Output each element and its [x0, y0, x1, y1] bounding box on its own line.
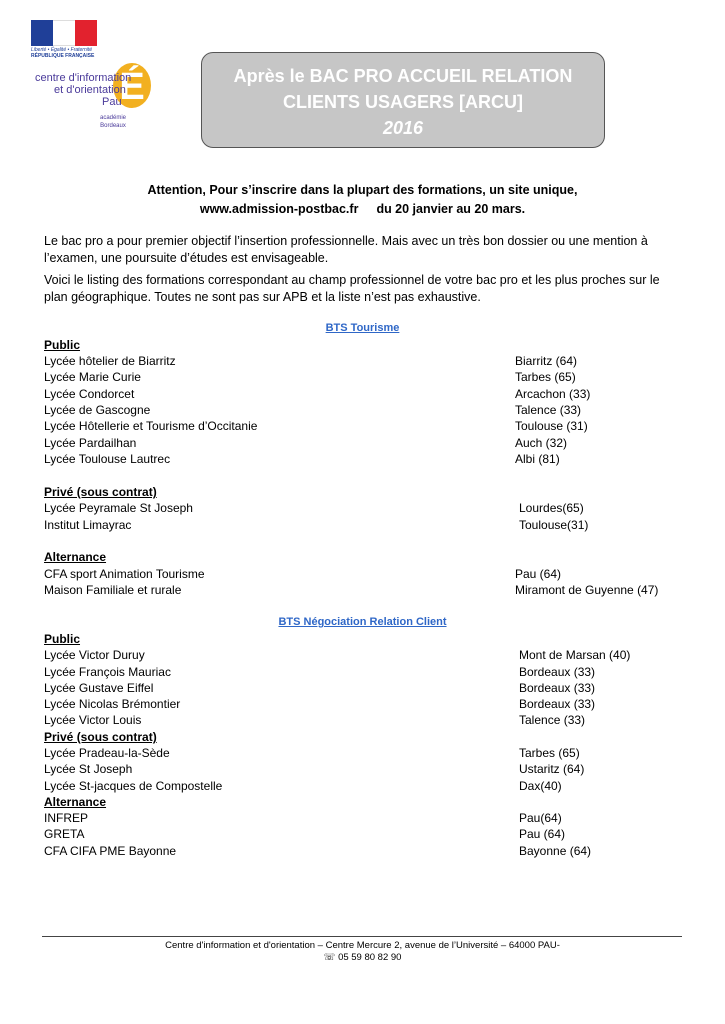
school-name: Lycée Gustave Eiffel: [44, 681, 154, 695]
school-name: Lycée Peyramale St Joseph: [44, 501, 193, 515]
academy-name: Bordeaux: [100, 123, 126, 129]
school-name: Lycée hôtelier de Biarritz: [44, 354, 176, 368]
intro-paragraph-2: Voici le listing des formations correspondant au champ professionnel de votre bac pro et les plus proches sur le plan géographique. Toutes ne sont pas sur APB et la liste n’est pas exhaustive.: [44, 273, 660, 304]
footer-divider: [42, 936, 682, 937]
school-city: Talence (33): [519, 713, 586, 727]
school-name: Lycée Victor Duruy: [44, 648, 145, 662]
footer-phone: [0, 951, 725, 964]
school-name: Lycée Pardailhan: [44, 436, 137, 450]
list-item: [44, 353, 684, 369]
school-city: Arcachon (33): [515, 387, 591, 401]
list-item: [44, 843, 684, 859]
school-city: Albi (81): [515, 452, 560, 466]
list-item: [44, 778, 684, 794]
list-item: [44, 566, 684, 582]
school-name: INFREP: [44, 811, 89, 825]
school-name: Lycée St-jacques de Compostelle: [44, 779, 223, 793]
republique-francaise-flag-logo: [31, 20, 97, 46]
cio-logo-line2: et d'orientation: [54, 84, 126, 96]
school-city: Pau(64): [519, 811, 562, 825]
school-name: CFA sport Animation Tourisme: [44, 567, 205, 581]
school-city: Miramont de Guyenne (47): [515, 583, 659, 597]
school-name: Lycée Nicolas Brémontier: [44, 697, 181, 711]
intro-paragraph-1: Le bac pro a pour premier objectif l’insertion professionnelle. Mais avec un très bon dossier ou une mention à l’examen, une poursuite d’études est envisageable.: [44, 234, 648, 265]
cio-logo-line1: centre d'information: [35, 72, 132, 84]
school-city: Talence (33): [515, 403, 582, 417]
list-item: [44, 418, 684, 434]
list-item: [44, 582, 684, 598]
school-name: Lycée Toulouse Lautrec: [44, 452, 171, 466]
school-name: Maison Familiale et rurale: [44, 583, 182, 597]
list-item: [44, 386, 684, 402]
school-name: Lycée Condorcet: [44, 387, 135, 401]
list-item: [44, 696, 684, 712]
list-item: [44, 369, 684, 385]
school-city: Pau (64): [515, 567, 562, 581]
group-label-alternance: Alternance: [44, 795, 107, 809]
list-item: [44, 647, 684, 663]
school-city: Toulouse(31): [519, 518, 589, 532]
list-item: [44, 517, 684, 533]
school-city: Mont de Marsan (40): [519, 648, 631, 662]
school-city: Tarbes (65): [519, 746, 580, 760]
list-item: [44, 664, 684, 680]
group-label-public: Public: [44, 632, 81, 646]
attention-site-line: [60, 200, 665, 219]
title-line1: Après le BAC PRO ACCUEIL RELATION: [233, 66, 573, 86]
school-name: Lycée François Mauriac: [44, 665, 171, 679]
school-city: Tarbes (65): [515, 370, 576, 384]
cio-logo-city: Pau: [102, 96, 122, 108]
school-name: CFA CIFA PME Bayonne: [44, 844, 177, 858]
school-city: Biarritz (64): [515, 354, 578, 368]
republic-motto: Liberté • Égalité • Fraternité: [31, 47, 93, 53]
list-item: [44, 402, 684, 418]
school-city: Lourdes(65): [519, 501, 584, 515]
school-city: Auch (32): [515, 436, 568, 450]
registration-dates: du 20 janvier au 20 mars.: [376, 202, 526, 216]
republic-name: RÉPUBLIQUE FRANÇAISE: [31, 53, 95, 59]
school-name: Lycée Pradeau-la-Sède: [44, 746, 170, 760]
admission-postbac-link[interactable]: www.admission-postbac.fr: [199, 202, 359, 216]
list-item: [44, 745, 684, 761]
footer-phone-number: 05 59 80 82 90: [338, 952, 402, 963]
school-name: Lycée Victor Louis: [44, 713, 142, 727]
section-title-bts-tourisme: BTS Tourisme: [325, 322, 400, 334]
school-city: Ustaritz (64): [519, 762, 585, 776]
school-city: Toulouse (31): [515, 419, 588, 433]
school-city: Dax(40): [519, 779, 562, 793]
list-item: [44, 826, 684, 842]
school-city: Bordeaux (33): [519, 681, 596, 695]
academy-label: académie: [99, 115, 126, 121]
list-item: [44, 712, 684, 728]
section-title-bts-nrc: BTS Négociation Relation Client: [278, 616, 447, 628]
group-label-public: Public: [44, 338, 81, 352]
school-city: Bayonne (64): [519, 844, 592, 858]
list-item: [44, 435, 684, 451]
group-label-prive: Privé (sous contrat): [44, 485, 157, 499]
list-item: [44, 500, 684, 516]
school-name: Lycée Marie Curie: [44, 370, 141, 384]
school-city: Bordeaux (33): [519, 697, 596, 711]
list-item: [44, 680, 684, 696]
list-item: [44, 761, 684, 777]
phone-icon: ☏: [323, 952, 336, 963]
group-label-prive: Privé (sous contrat): [44, 730, 157, 744]
title-line2: CLIENTS USAGERS [ARCU]: [282, 92, 523, 112]
list-item: [44, 810, 684, 826]
title-year: 2016: [382, 118, 424, 138]
school-name: Lycée de Gascogne: [44, 403, 151, 417]
school-name: Lycée Hôtellerie et Tourisme d’Occitanie: [44, 419, 258, 433]
attention-notice: Attention, Pour s’inscrire dans la plupart des formations, un site unique,: [147, 183, 578, 197]
school-city: Pau (64): [519, 827, 566, 841]
school-name: GRETA: [44, 827, 85, 841]
school-name: Institut Limayrac: [44, 518, 132, 532]
cio-logo-mark: É: [113, 63, 151, 108]
list-item: [44, 451, 684, 467]
footer-address: Centre d'information et d'orientation – Centre Mercure 2, avenue de l’Université – 64000 PAU-: [165, 940, 560, 951]
document-title-box: [201, 52, 605, 148]
school-name: Lycée St Joseph: [44, 762, 133, 776]
school-city: Bordeaux (33): [519, 665, 596, 679]
group-label-alternance: Alternance: [44, 550, 107, 564]
